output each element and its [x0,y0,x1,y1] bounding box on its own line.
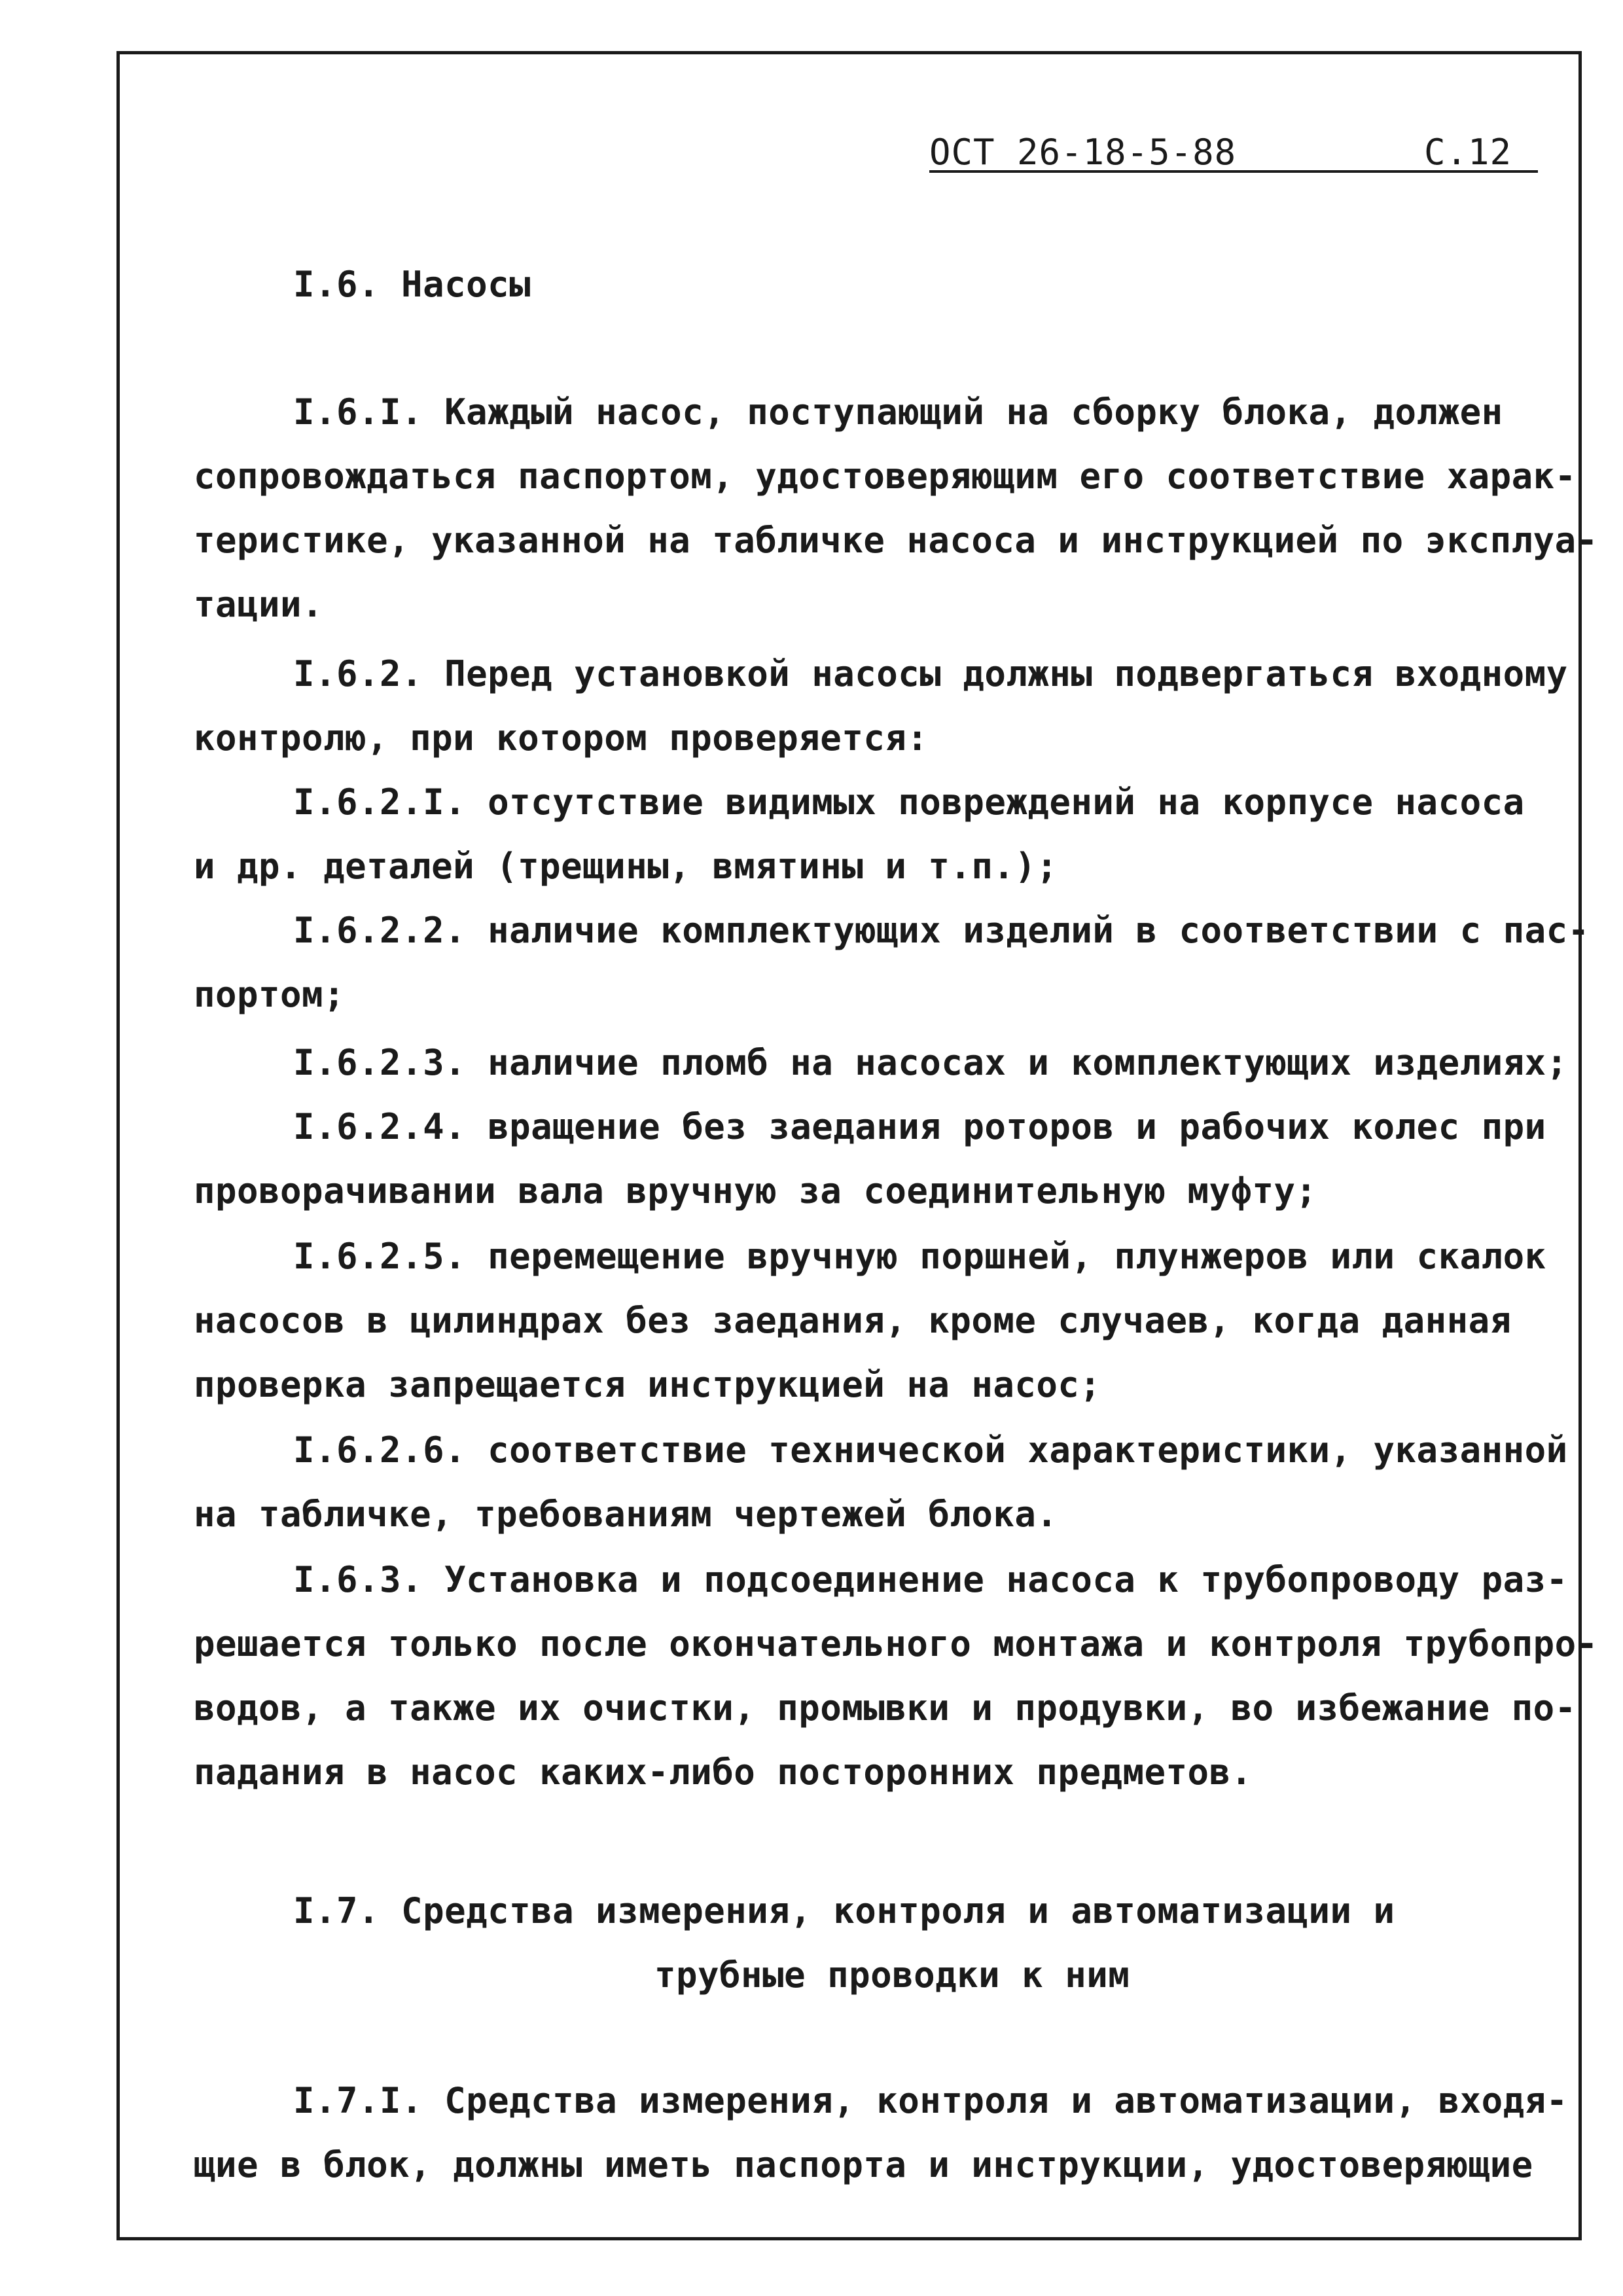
paragraph-line: щие в блок, должны иметь паспорта и инструкции, удостоверяющие [194,2144,1533,2185]
paragraph-line: I.6.2.2. наличие комплектующих изделий в соответствии с пас- [293,910,1590,951]
paragraph-line: портом; [194,974,346,1015]
header-rule [929,170,1538,173]
paragraph-line: I.7.I. Средства измерения, контроля и автоматизации, входя- [293,2080,1568,2121]
paragraph-line: проворачивании вала вручную за соединительную муфту; [194,1170,1317,1211]
section-heading-1-7-line1: I.7. Средства измерения, контроля и автоматизации и [293,1890,1395,1931]
paragraph-line: падания в насос каких-либо посторонних предметов. [194,1751,1253,1793]
paragraph-line: тации. [194,584,324,625]
page-number: С.12 [1423,132,1512,173]
paragraph-line: I.6.I. Каждый насос, поступающий на сборку блока, должен [293,391,1503,433]
paragraph-line: теристике, указанной на табличке насоса и инструкцией по эксплуа- [194,520,1598,561]
paragraph-line: водов, а также их очистки, промывки и продувки, во избежание по- [194,1687,1577,1729]
paragraph-line: I.6.2.5. перемещение вручную поршней, плунжеров или скалок [293,1236,1546,1277]
section-heading-1-6: I.6. Насосы [293,264,531,305]
paragraph-line: насосов в цилиндрах без заедания, кроме случаев, когда данная [194,1300,1512,1341]
paragraph-line: контролю, при котором проверяется: [194,717,929,759]
paragraph-line: I.6.2.6. соответствие технической характеристики, указанной [293,1429,1568,1471]
paragraph-line: I.6.2.I. отсутствие видимых повреждений на корпусе насоса [293,781,1525,823]
paragraph-line: I.6.2.4. вращение без заедания роторов и рабочих колес при [293,1106,1546,1147]
paragraph-line: на табличке, требованиям чертежей блока. [194,1494,1058,1535]
paragraph-line: I.6.2. Перед установкой насосы должны подвергаться входному [293,653,1568,694]
section-heading-1-7-line2: трубные проводки к ним [654,1954,1130,1996]
paragraph-line: сопровождаться паспортом, удостоверяющим его соответствие харак- [194,456,1577,497]
standard-code: ОСТ 26-18-5-88 [929,132,1237,173]
paragraph-line: решается только после окончательного монтажа и контроля трубопро- [194,1623,1598,1664]
paragraph-line: I.6.2.3. наличие пломб на насосах и комплектующих изделиях; [293,1042,1568,1083]
document-header [929,123,1538,182]
paragraph-line: и др. деталей (трещины, вмятины и т.п.); [194,846,1058,887]
paragraph-line: проверка запрещается инструкцией на насос; [194,1364,1101,1405]
paragraph-line: I.6.3. Установка и подсоединение насоса к трубопроводу раз- [293,1559,1568,1600]
